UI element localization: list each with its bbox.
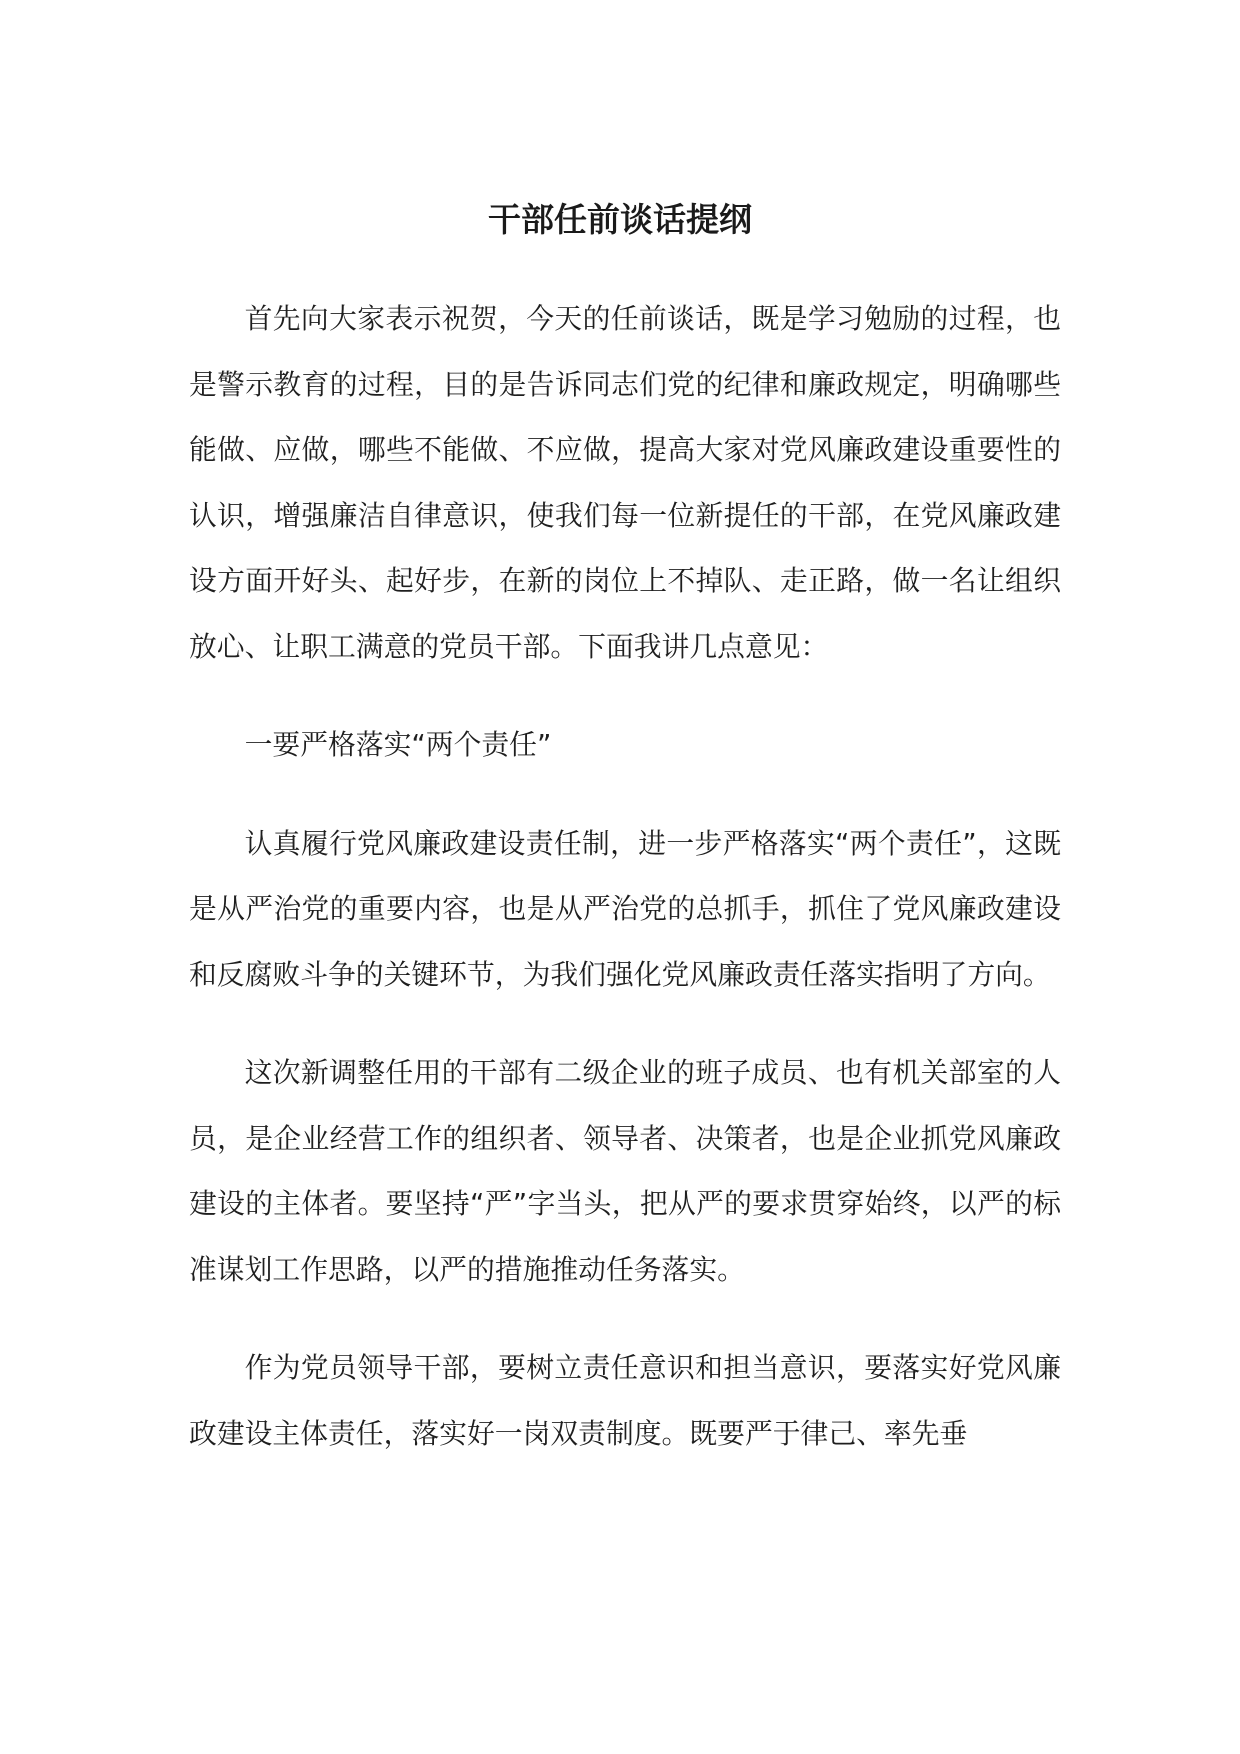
section-heading: 一要严格落实“两个责任” — [244, 728, 552, 761]
paragraph-responsibility: 认真履行党风廉政建设责任制，进一步严格落实“两个责任”，这既是从严治党的重要内容，也是从严治党的总抓手，抓住了党风廉政建设和反腐败斗争的关键环节，为我们强化党风廉政责任落实指明了方向。 — [189, 826, 1061, 991]
document-body — [189, 286, 1061, 1499]
paragraph-leaders: 作为党员领导干部，要树立责任意识和担当意识，要落实好党风廉政建设主体责任，落实好一岗双责制度。既要严于律己、率先垂 — [189, 1351, 1061, 1450]
paragraph-intro: 首先向大家表示祝贺，今天的任前谈话，既是学习勉励的过程，也是警示教育的过程，目的是告诉同志们党的纪律和廉政规定，明确哪些能做、应做，哪些不能做、不应做，提高大家对党风廉政建设重要性的认识，增强廉洁自律意识，使我们每一位新提任的干部，在党风廉政建设方面开好头、起好步，在新的岗位上不掉队、走正路，做一名让组织放心、让职工满意的党员干部。下面我讲几点意见： — [189, 302, 1061, 663]
document-title: 干部任前谈话提纲 — [488, 200, 752, 239]
paragraph-cadres: 这次新调整任用的干部有二级企业的班子成员、也有机关部室的人员，是企业经营工作的组织者、领导者、决策者，也是企业抓党风廉政建设的主体者。要坚持“严”字当头，把从严的要求贯穿始终，以严的标准谋划工作思路，以严的措施推动任务落实。 — [189, 1056, 1061, 1286]
